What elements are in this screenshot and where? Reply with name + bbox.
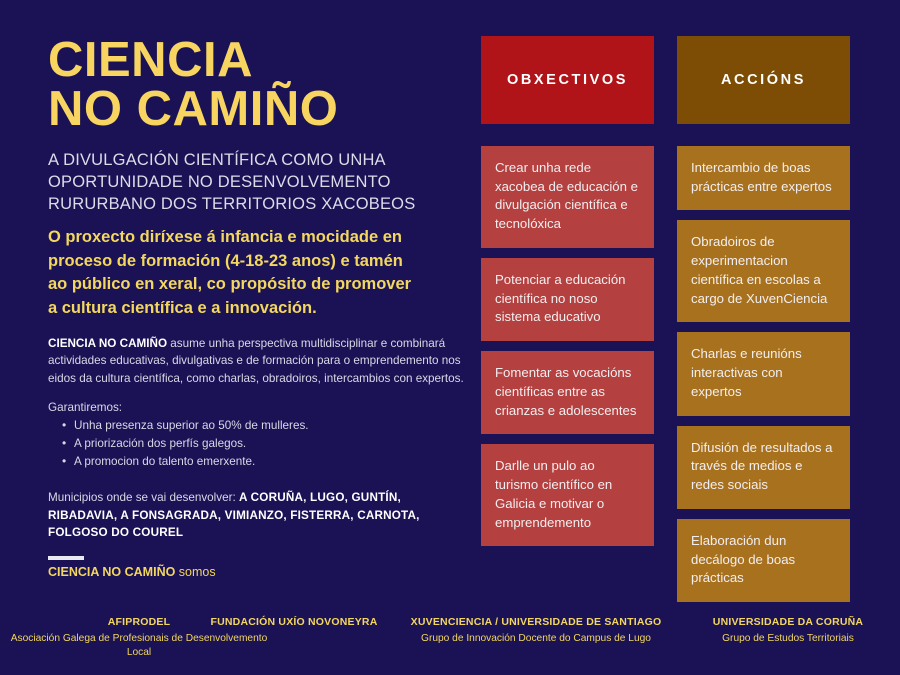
action-card: Intercambio de boas prácticas entre expertos [677,146,850,210]
partners-intro [48,565,468,579]
subtitle-line-1: A DIVULGACIÓN CIENTÍFICA COMO UNHA [48,151,386,169]
page-title [48,33,468,136]
partner-entry [392,615,680,646]
partner-name: FUNDACIÓN UXÍO NOVONEYRA [210,616,378,628]
lead-paragraph [48,226,468,320]
partner-name: AFIPRODEL [107,616,171,628]
actions-column [677,36,850,612]
lead-line-3: ao público en xeral, co propósito de promover [48,275,412,294]
lead-line-1: O proxecto diríxese á infancia e mocidade en [48,228,402,247]
partners-intro-name: CIENCIA NO CAMIÑO [48,564,176,579]
partner-description: Asociación Galega de Profesionais de Desenvolvemento Local [10,632,268,659]
guarantees-heading: Garantiremos: [48,400,123,414]
list-item: • A promocion do talento emerxente. [62,453,468,471]
objectives-header: OBXECTIVOS [481,36,654,124]
list-item: • A priorización dos perfís galegos. [62,435,468,453]
municipalities-label: Municipios onde se vai desenvolver: [48,491,240,505]
lead-line-4: a cultura científica e a innovación. [48,298,317,317]
list-item: • Unha presenza superior ao 50% de mulleres. [62,417,468,435]
partner-description: Grupo de Innovación Docente do Campus de Lugo [421,632,651,644]
description-text: asume unha perspectiva multidisciplinar e combinará actividades educativas, divulgativas e de formación para o emprendemento nos eidos da cultura científica, como charlas, obradoiros, intercambios con expertos. [48,337,464,385]
objective-card: Fomentar as vocacións científicas entre as crianzas e adolescentes [481,351,654,434]
title-line-1: CIENCIA [48,33,253,87]
partner-entry [180,615,408,632]
partners-intro-rest: somos [175,564,216,579]
partner-entry [676,615,900,646]
partner-name: XUVENCIENCIA / UNIVERSIDADE DE SANTIAGO [410,616,662,628]
description-paragraph [48,335,468,387]
action-card: Obradoiros de experimentacion científica en escolas a cargo de XuvenCiencia [677,220,850,322]
municipalities-block [48,489,468,542]
objectives-column [481,36,654,556]
lead-line-2: proceso de formación (4-18-23 anos) e tamén [48,251,403,270]
partner-name: UNIVERSIDADE DA CORUÑA [712,616,864,628]
subtitle [48,149,468,215]
objective-card: Darlle un pulo ao turismo científico en Galicia e motivar o emprendemento [481,444,654,546]
description-project-name: CIENCIA NO CAMIÑO [48,337,168,351]
objective-card: Crear unha rede xacobea de educación e divulgación científica e tecnolóxica [481,146,654,248]
guarantees-list [48,417,468,471]
actions-header: ACCIÓNS [677,36,850,124]
action-card: Difusión de resultados a través de medios e redes sociais [677,426,850,509]
footer-partners [0,605,900,675]
action-card: Elaboración dun decálogo de boas prácticas [677,519,850,602]
divider [48,556,84,560]
objective-card: Potenciar a educación científica no noso sistema educativo [481,258,654,341]
subtitle-line-2: OPORTUNIDADE NO DESENVOLVEMENTO [48,173,391,192]
subtitle-line-3: RURURBANO DOS TERRITORIOS XACOBEOS [48,195,416,214]
partner-description: Grupo de Estudos Territoriais [722,632,854,644]
action-card: Charlas e reunións interactivas con expertos [677,332,850,415]
left-text-column [48,33,468,579]
municipalities-list: A CORUÑA, LUGO, GUNTÍN, RIBADAVIA, A FONSAGRADA, VIMIANZO, FISTERRA, CARNOTA, FOLGOSO DO COUREL [48,491,420,540]
title-line-2: NO CAMIÑO [48,81,339,136]
